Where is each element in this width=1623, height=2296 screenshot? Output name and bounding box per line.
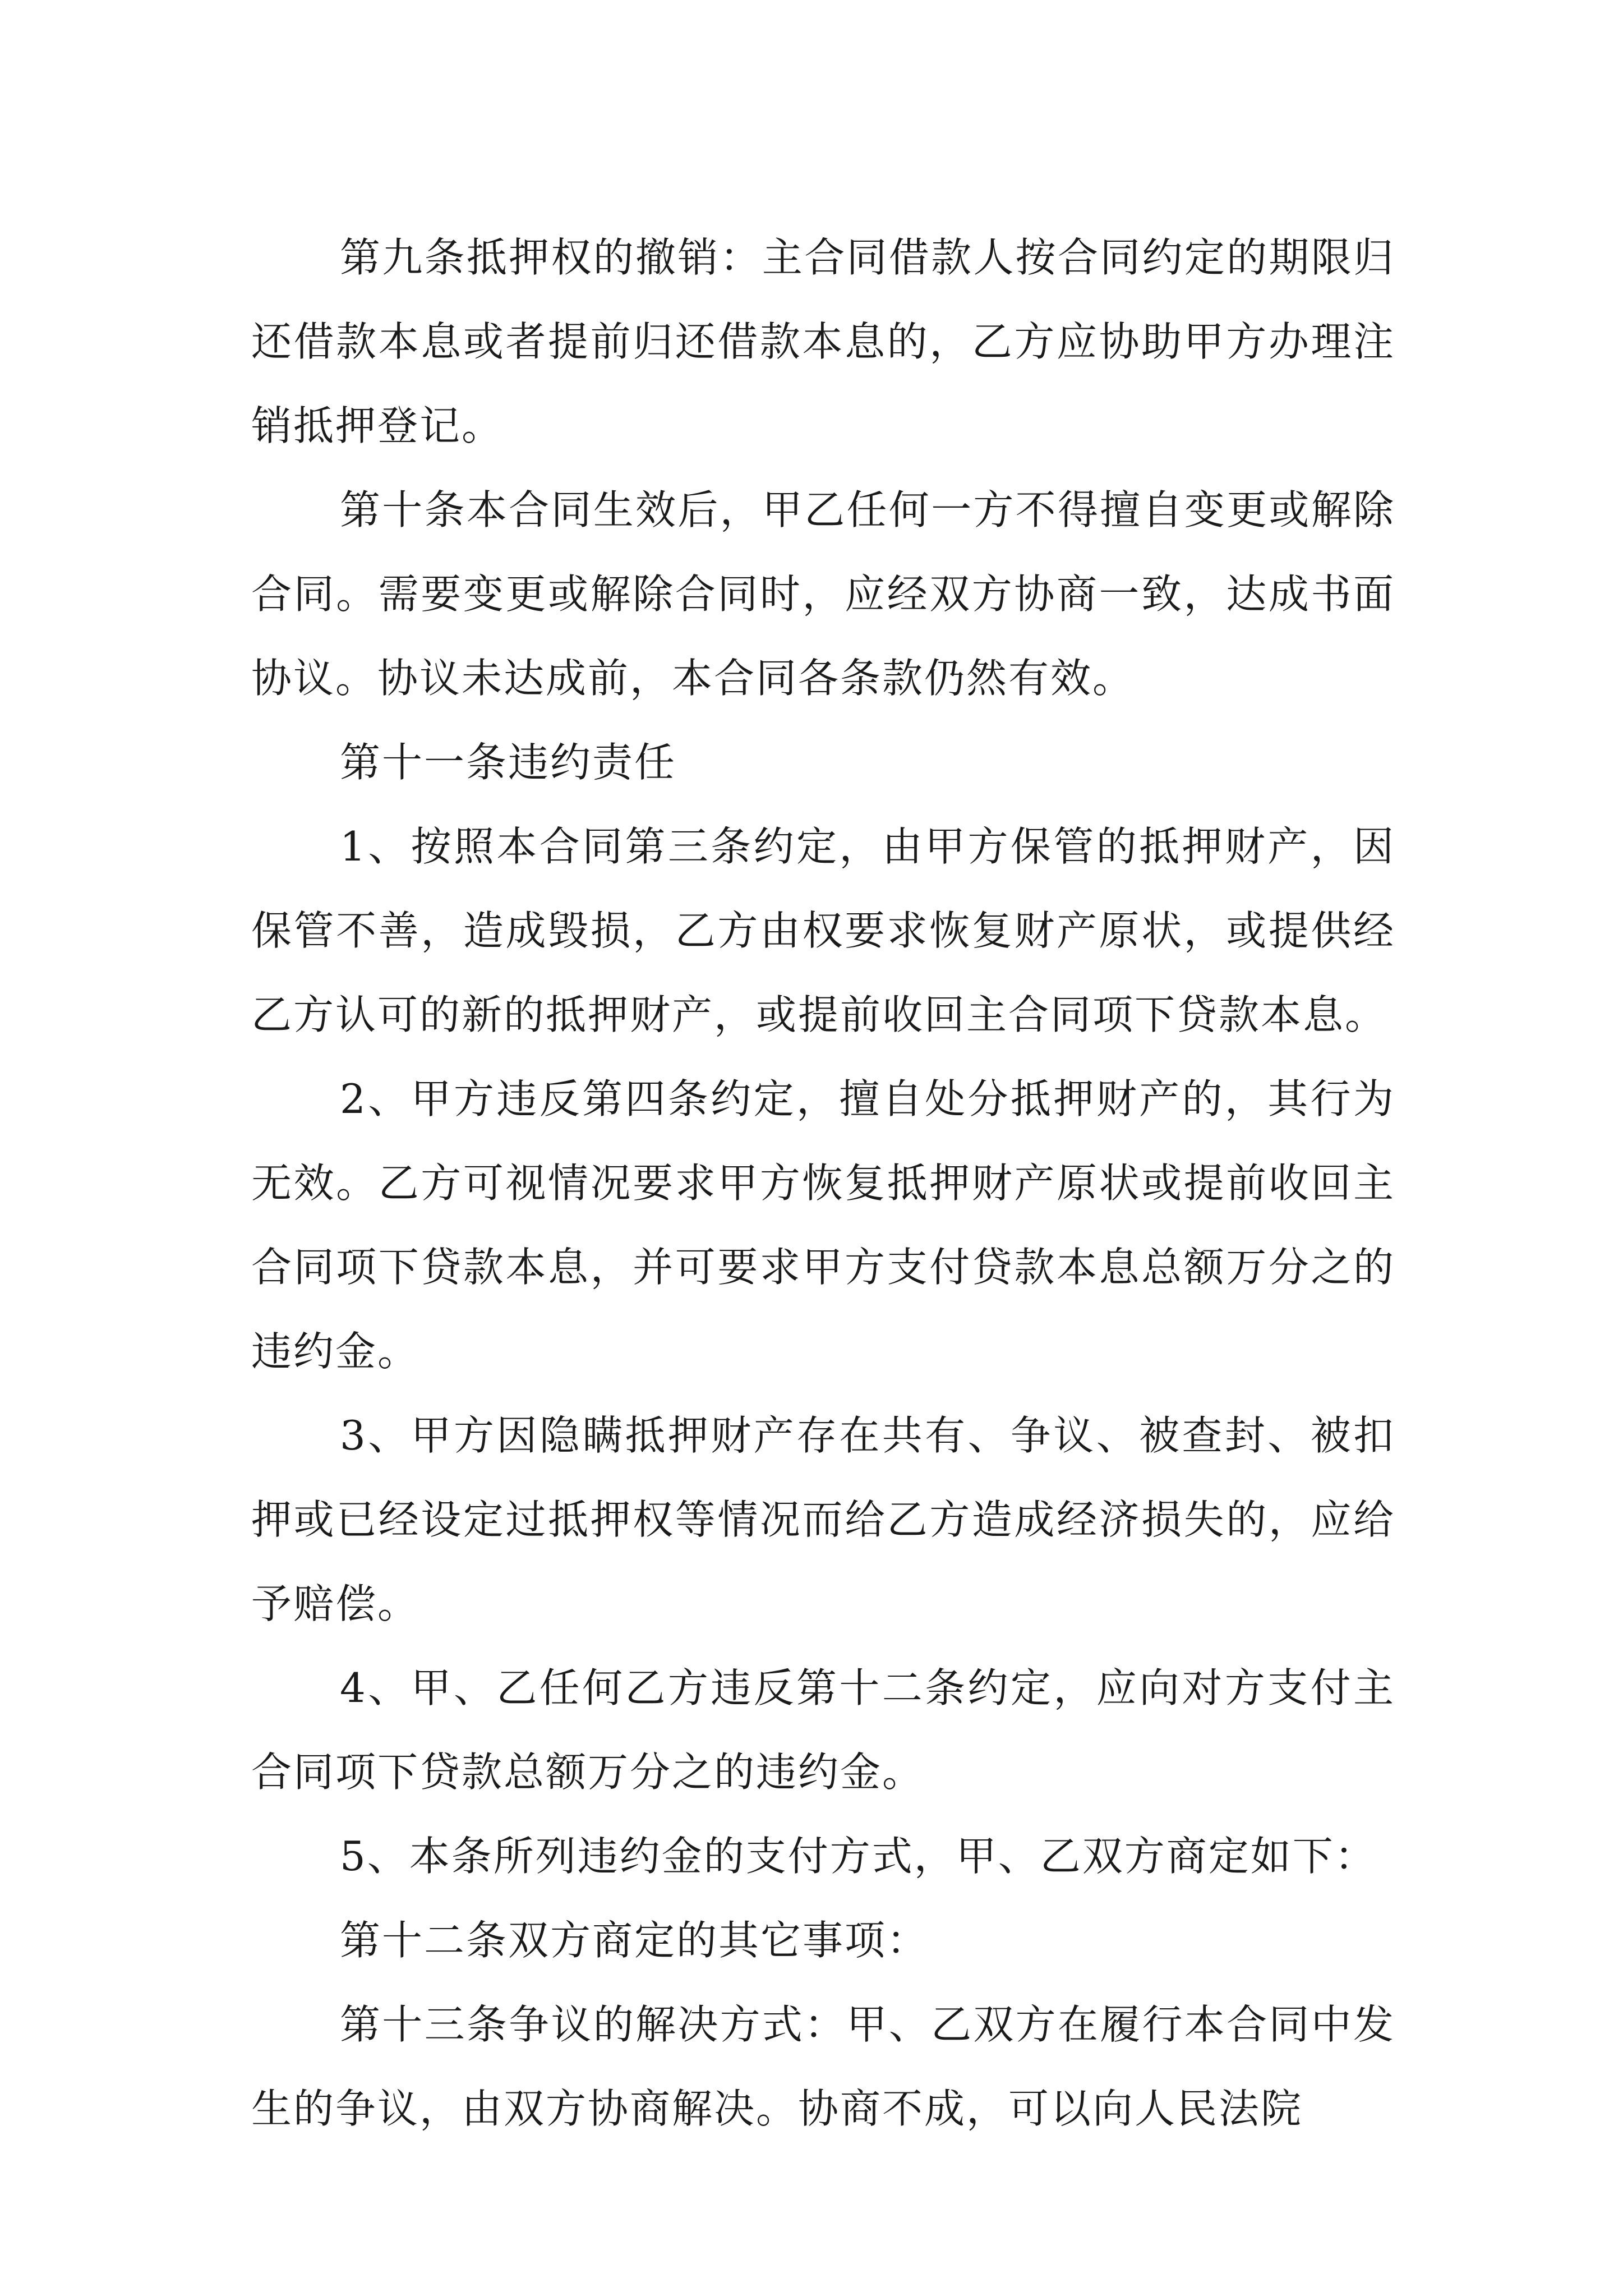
article-9-revocation: 第九条抵押权的撤销：主合同借款人按合同约定的期限归还借款本息或者提前归还借款本息的，乙方应协助甲方办理注销抵押登记。 [251, 234, 1395, 449]
article-11-item-2 [251, 1057, 1395, 1393]
document-body [251, 215, 1395, 2151]
article-10-modification: 第十条本合同生效后，甲乙任何一方不得擅自变更或解除合同。需要变更或解除合同时，应经双方协商一致，达成书面协议。协议未达成前，本合同各条款仍然有效。 [251, 486, 1395, 702]
item-4-text-before: 4、甲、乙任何乙方违反第十二条约定，应向对方支付主合同项下贷款总额万分之 [251, 1664, 1395, 1796]
article-11-item-4 [251, 1646, 1395, 1814]
article-12-other-matters: 第十二条双方商定的其它事项： [340, 1917, 929, 1964]
item-2-text-after: 的违约金。 [251, 1244, 1395, 1375]
article-13-dispute-resolution: 第十三条争议的解决方式：甲、乙双方在履行本合同中发生的争议，由双方协商解决。协商不成，可以向人民法院 [251, 2001, 1395, 2132]
article-11-item-1: 1、按照本合同第三条约定，由甲方保管的抵押财产，因保管不善，造成毁损，乙方由权要求恢复财产原状，或提供经乙方认可的新的抵押财产，或提前收回主合同项下贷款本息。 [251, 823, 1395, 1038]
item-2-text-before: 2、甲方违反第四条约定，擅自处分抵押财产的，其行为无效。乙方可视情况要求甲方恢复抵押财产原状或提前收回主合同项下贷款本息，并可要求甲方支付贷款本息总额万分之 [251, 1075, 1395, 1291]
article-11-item-3: 3、甲方因隐瞒抵押财产存在共有、争议、被查封、被扣押或已经设定过抵押权等情况而给乙方造成经济损失的，应给予赔偿。 [251, 1412, 1395, 1627]
article-11-item-5: 5、本条所列违约金的支付方式，甲、乙双方商定如下： [340, 1833, 1377, 1880]
article-11-heading: 第十一条违约责任 [340, 739, 677, 786]
item-4-text-after: 的违约金。 [714, 1749, 925, 1796]
